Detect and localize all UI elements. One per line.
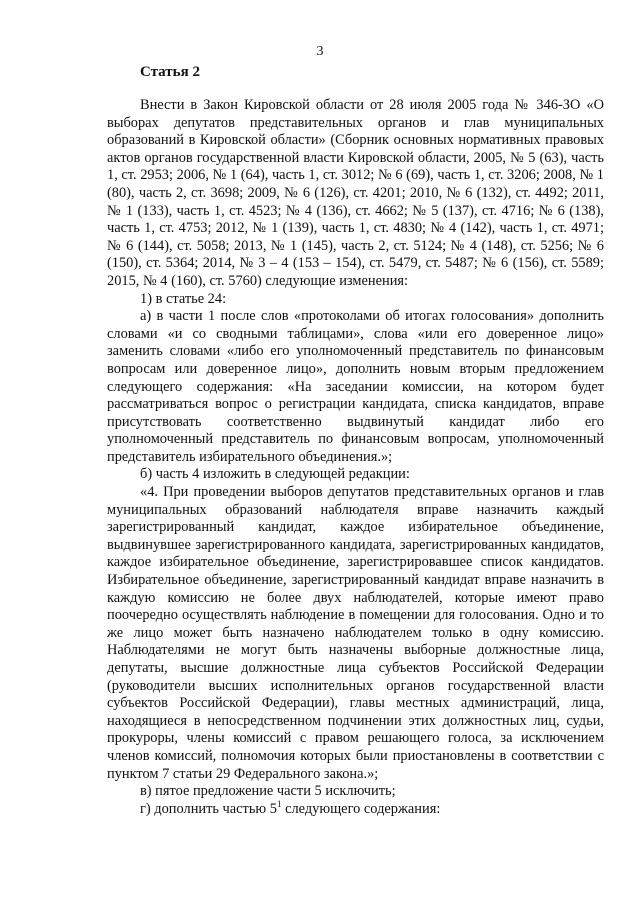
paragraph-part-4-text: «4. При проведении выборов депутатов представительных органов и глав муниципальных образований наблюдателя вправе назначить каждый зарегистрированный кандидат, каждое избирательное объединение, выдвинувшее зарегистрированного кандидата, зарегистрированных кандидатов, каждое избирательное объединение, зарегистрировавшее список кандидатов. Избирательное объединение, зарегистрированный кандидат вправе назначить в каждую комиссию не более двух наблюдателей, которые имеют право поочередно осуществлять наблюдение в помещении для голосования. Одно и то же лицо может быть назначено наблюдателем только в одну комиссию. Наблюдателями не могут быть назначены выборные должностные лица, депутаты, высшие должностные лица субъектов Российской Федерации (руководители высших исполнительных органов государственной власти субъектов Российской Федерации), главы местных администраций, лица, находящиеся в непосредственном подчинении этих должностных лиц, судьи, прокуроры, члены комиссий с правом решающего голоса, за исключением членов комиссий, полномочия которых были приостановлены в соответствии с пунктом 7 статьи 29 Федерального закона.»; <box>107 484 604 782</box>
paragraph-intro: Внести в Закон Кировской области от 28 июля 2005 года № 346-ЗО «О выборах депутатов представительных органов и глав муниципальных образований в Кировской области» (Сборник основных нормативных правовых актов органов государственной власти Кировской области, 2005, № 5 (63), часть 1, ст. 2953; 2006, № 1 (64), часть 1, ст. 3012; № 6 (69), часть 1, ст. 3206; 2008, № 1 (80), часть 2, ст. 3698; 2009, № 6 (126), ст. 4201; 2010, № 6 (132), ст. 4492; 2011, № 1 (133), часть 1, ст. 4523; № 4 (136), ст. 4662; № 5 (137), ст. 4716; № 6 (138), часть 1, ст. 4753; 2012, № 1 (139), часть 1, ст. 4830; № 4 (142), часть 1, ст. 4971; № 6 (144), ст. 5058; 2013, № 1 (145), часть 2, ст. 5124; № 4 (148), ст. 5256; № 6 (150), ст. 5364; 2014, № 3 – 4 (153 – 154), ст. 5479, ст. 5487; № 6 (156), ст. 5589; 2015, № 4 (160), ст. 5760) следующие изменения: <box>107 97 604 289</box>
item-g-prefix: г) дополнить частью 5 <box>140 800 277 817</box>
paragraph-item-v: в) пятое предложение части 5 исключить; <box>140 783 396 800</box>
page-number: 3 <box>316 44 324 59</box>
paragraph-item-a: а) в части 1 после слов «протоколами об итогах голосования» дополнить словами «и со сводными таблицами», слова «или его доверенное лицо» заменить словами «либо его уполномоченный представитель по финансовым вопросам или доверенное лицо», дополнить новым вторым предложением следующего содержания: «На заседании комиссии, на котором будет рассматриваться вопрос о регистрации кандидата, списка кандидатов, вправе присутствовать соответственно выдвинутый кандидат либо его уполномоченный представитель по финансовым вопросам, уполномоченный представитель избирательного объединения.»; <box>107 308 604 465</box>
paragraph-item-1: 1) в статье 24: <box>140 290 227 307</box>
item-g-suffix: следующего содержания: <box>281 800 441 817</box>
paragraph-item-b: б) часть 4 изложить в следующей редакции: <box>140 466 410 483</box>
item-g-superscript: 1 <box>276 798 282 809</box>
article-heading: Статья 2 <box>140 64 200 80</box>
paragraph-item-g <box>107 798 604 819</box>
article-body <box>107 97 604 818</box>
